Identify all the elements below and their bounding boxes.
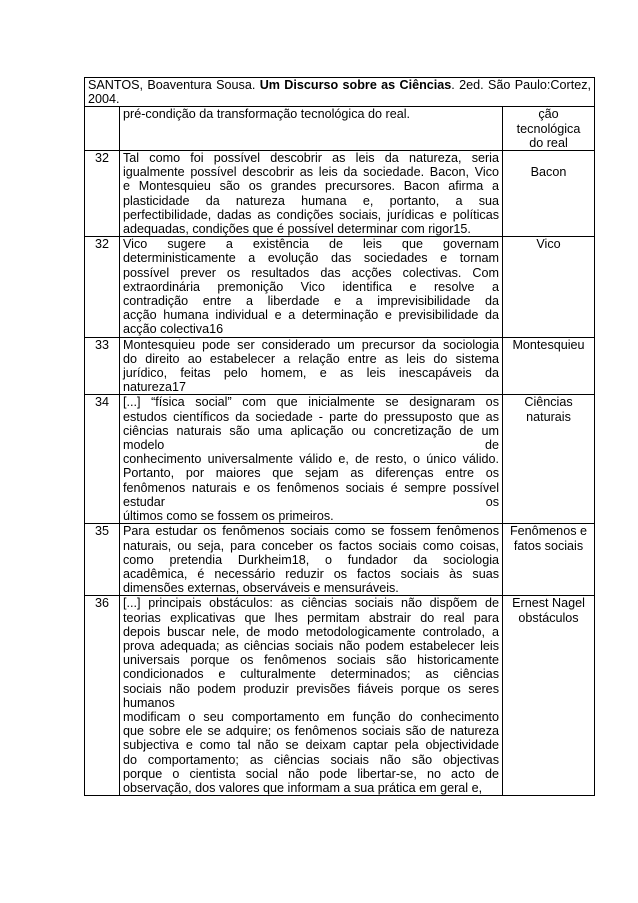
quote-line: adequadas, condições que é possível determinar com rigor15. (123, 222, 471, 237)
quote-line: igualmente possível descobrir as leis da sociedade. Bacon, Vico (123, 165, 499, 180)
quote-line: possível prever os resultados das acções colectivas. Com (123, 265, 499, 280)
page-number-cell: 33 (85, 337, 120, 395)
quote-line: Portanto, por maiores que sejam as diferenças entre os (123, 466, 499, 481)
quote-line: Para estudar os fenômenos sociais como se fossem fenômenos (123, 524, 499, 539)
quote-line: modelo de (123, 438, 499, 453)
reference-author: SANTOS, Boaventura Sousa. (88, 78, 256, 92)
table-row (85, 596, 595, 796)
quote-line: teorias explicativas que lhes permitam abstrair do real para (123, 610, 499, 625)
quote-line: do direito ao estabelecer a relação entre as leis do sistema (123, 351, 499, 366)
reading-notes-table-body (85, 78, 595, 796)
quote-line: acção humana individual e a determinação e previsibilidade da (123, 308, 499, 323)
page-number-cell: 32 (85, 151, 120, 237)
quote-line: últimos como se fossem os primeiros. (123, 509, 334, 524)
quote-line: depois buscar nele, de modo metodologicamente controlado, a (123, 624, 499, 639)
quote-line: estudos científicos da sociedade - parte do pressuposto que as (123, 409, 499, 424)
page-number-cell: 36 (85, 596, 120, 796)
quote-cell (120, 596, 503, 796)
reading-notes-table (84, 77, 595, 796)
keyword-cell: Bacon (503, 151, 595, 237)
keyword-cell: Ciências naturais (503, 395, 595, 524)
quote-line: [...] principais obstáculos: as ciências sociais não dispõem de (123, 596, 499, 611)
quote-line: acadêmica, é necessário reduzir os factos sociais às suas (123, 566, 499, 581)
quote-line: observação, dos valores que informam a sua prática em geral e, (123, 780, 483, 795)
quote-line: que sobre ele se adquire; os fenômenos sociais são de natureza (123, 724, 499, 739)
keyword-cell: Ernest Nagel obstáculos (503, 596, 595, 796)
quote-line: como pretendia Durkheim18, o fundador da sociologia (123, 552, 499, 567)
page-number-cell: 34 (85, 395, 120, 524)
quote-line: deterministicamente a evolução das sociedades e tornam (123, 251, 499, 266)
reference-citation (85, 78, 595, 107)
table-row (85, 337, 595, 395)
quote-line: prova adequada; as ciências sociais não podem estabelecer leis (123, 638, 499, 653)
quote-line: [...] “física social” com que inicialmente se designaram os (123, 395, 499, 410)
quote-line: acção colectiva16 (123, 322, 224, 337)
reference-rest: . 2ed. São Paulo:Cortez, 2004. (88, 78, 592, 107)
quote-line: Tal como foi possível descobrir as leis da natureza, seria (123, 151, 499, 166)
quote-line: dimensões externas, observáveis e mensuráveis. (123, 581, 399, 596)
quote-cell (120, 107, 503, 151)
quote-line: porque o cientista social não pode libertar-se, no acto de (123, 766, 499, 781)
quote-line: jurídico, feitas pelo homem, e as leis inescapáveis da (123, 366, 499, 381)
table-row (85, 395, 595, 524)
quote-line: condicionados e culturalmente determinados; as ciências (123, 667, 499, 682)
quote-line: pré-condição da transformação tecnológica do real. (123, 107, 411, 122)
keyword-cell: Fenômenos e fatos sociais (503, 524, 595, 596)
table-row (85, 107, 595, 151)
quote-line: fenômenos naturais e os fenômenos sociais é sempre possível (123, 480, 499, 495)
quote-cell (120, 151, 503, 237)
quote-line: e Montesquieu são os grandes precursores. Bacon afirma a (123, 179, 499, 194)
quote-cell (120, 337, 503, 395)
quote-line: Vico sugere a existência de leis que governam (123, 237, 499, 252)
reference-row (85, 78, 595, 107)
quote-line: estudar os (123, 494, 499, 509)
keyword-cell: ção tecnológica do real (503, 107, 595, 151)
quote-line: plasticidade da natureza humana e, portanto, a sua (123, 193, 499, 208)
quote-line: subjectiva e como tal não se deixam captar pela objectividade (123, 738, 499, 753)
quote-line: universais porque os fenômenos sociais são historicamente (123, 653, 499, 668)
reference-title: Um Discurso sobre as Ciências (259, 78, 452, 92)
keyword-cell: Montesquieu (503, 337, 595, 395)
quote-cell (120, 237, 503, 337)
keyword-cell: Vico (503, 237, 595, 337)
quote-line: contradição entre a liberdade e a imprevisibilidade da (123, 294, 499, 309)
quote-line: ciências naturais são uma aplicação ou concretização de um (123, 423, 499, 438)
table-row (85, 151, 595, 237)
page-number-cell: 32 (85, 237, 120, 337)
quote-line: naturais, ou seja, para conceber os factos sociais como coisas, (123, 538, 499, 553)
quote-line: conhecimento universalmente válido e, de resto, o único válido. (123, 452, 499, 467)
quote-line: humanos (123, 695, 175, 710)
table-row (85, 237, 595, 337)
quote-cell (120, 395, 503, 524)
quote-cell (120, 524, 503, 596)
quote-line: Montesquieu pode ser considerado um precursor da sociologia (123, 337, 499, 352)
page-number-cell (85, 107, 120, 151)
quote-line: sociais não podem produzir previsões fiáveis porque os seres (123, 681, 499, 696)
quote-line: do comportamento; as ciências sociais não são objectivas (123, 752, 499, 767)
quote-line: perfectibilidade, dadas as condições sociais, jurídicas e políticas (123, 207, 499, 222)
quote-line: modificam o seu comportamento em função do conhecimento (123, 709, 499, 724)
quote-line: natureza17 (123, 380, 187, 395)
page-number-cell: 35 (85, 524, 120, 596)
table-row (85, 524, 595, 596)
quote-line: extraordinária premonição Vico identifica e resolve a (123, 279, 499, 294)
